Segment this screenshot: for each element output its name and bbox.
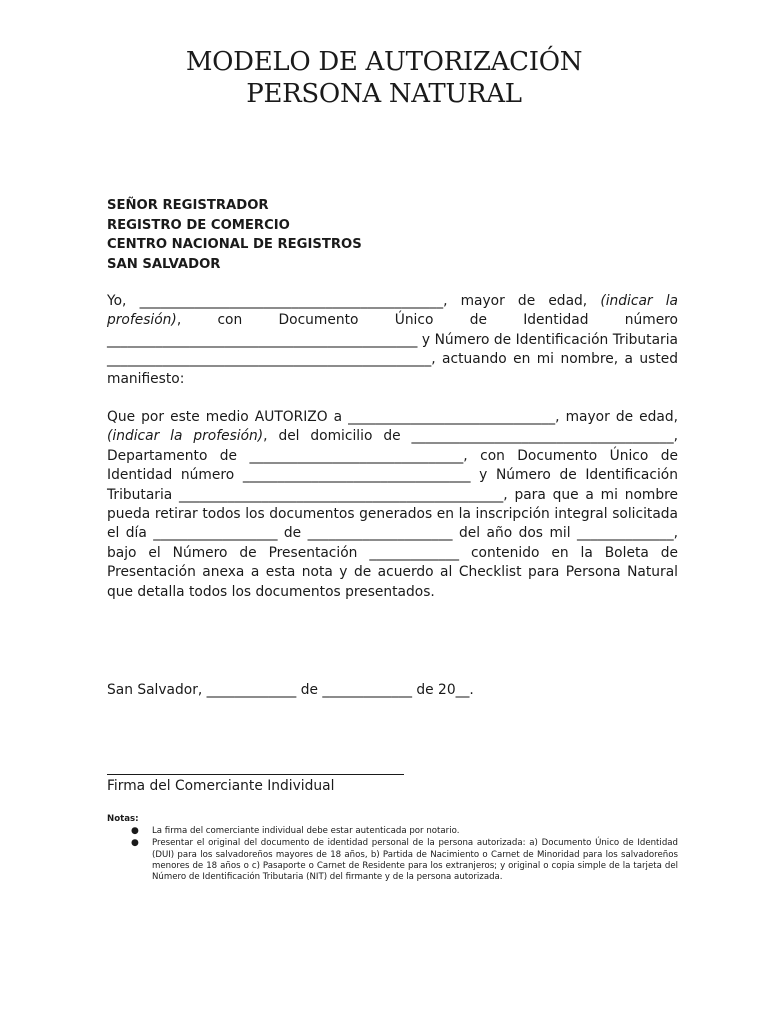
- document-title: [0, 46, 768, 110]
- title-line-1: MODELO DE AUTORIZACIÓN: [185, 47, 583, 77]
- authorized-profession-hint: (indicar la profesión): [107, 428, 264, 445]
- declarant-text-2: , con Documento Único de Identidad número _____________________________________________ y Número de Identificación Tributaria _______________________________________________, actuando en mi nombre, a usted manifiesto:: [107, 312, 678, 387]
- place-and-date: San Salvador, _____________ de _____________ de 20__.: [107, 682, 474, 698]
- bullet-icon: ●: [131, 826, 139, 837]
- addressee-line: SAN SALVADOR: [107, 256, 221, 272]
- note-text: Presentar el original del documento de identidad personal de la persona autorizada: a) Documento Único de Identidad (DUI) para los salvadoreños mayores de 18 años, b) Partida de Nacimiento o Carnet de Minoridad para los salvadoreños menores de 18 años o c) Pasaporte o Carnet de Residente para los extranjeros; y original o copia simple de la tarjeta del Número de Identificación Tributaria (NIT) del firmante y de la persona autorizada.: [152, 838, 678, 883]
- notes-list: [107, 826, 678, 883]
- addressee-block: [107, 196, 362, 274]
- notes-title: Notas:: [107, 814, 139, 824]
- declarant-profession-hint: (indicar la profesión): [107, 293, 679, 329]
- bullet-icon: ●: [131, 838, 139, 849]
- addressee-line: SEÑOR REGISTRADOR: [107, 198, 269, 213]
- note-item: [107, 838, 678, 883]
- addressee-line: REGISTRO DE COMERCIO: [107, 217, 290, 233]
- authorization-paragraph: [107, 408, 678, 602]
- title-line-2: PERSONA NATURAL: [246, 79, 522, 109]
- addressee-line: CENTRO NACIONAL DE REGISTROS: [107, 237, 362, 252]
- declarant-text-1: Yo, ____________________________________________, mayor de edad,: [107, 293, 601, 309]
- declarant-paragraph: [107, 292, 678, 389]
- authorization-text-2: , del domicilio de ______________________________________, Departamento de _______________________________, con Documento Único de Identidad número _________________________________ y Número de Identificación Tributaria _______________________________________________, para que a mi nombre pueda retirar todos los documentos generados en la inscripción integral solicitada el día __________________ de _____________________ del año dos mil ______________, bajo el Número de Presentación _____________ contenido en la Boleta de Presentación anexa a esta nota y de acuerdo al Checklist para Persona Natural que detalla todos los documentos presentados.: [107, 428, 678, 600]
- note-item: [107, 826, 678, 837]
- notes-section: [107, 814, 678, 884]
- signature-line: [107, 774, 404, 775]
- signature-label: Firma del Comerciante Individual: [107, 778, 335, 794]
- note-text: La firma del comerciante individual debe estar autenticada por notario.: [152, 826, 460, 837]
- authorization-text-1: Que por este medio AUTORIZO a ______________________________, mayor de edad,: [107, 409, 678, 425]
